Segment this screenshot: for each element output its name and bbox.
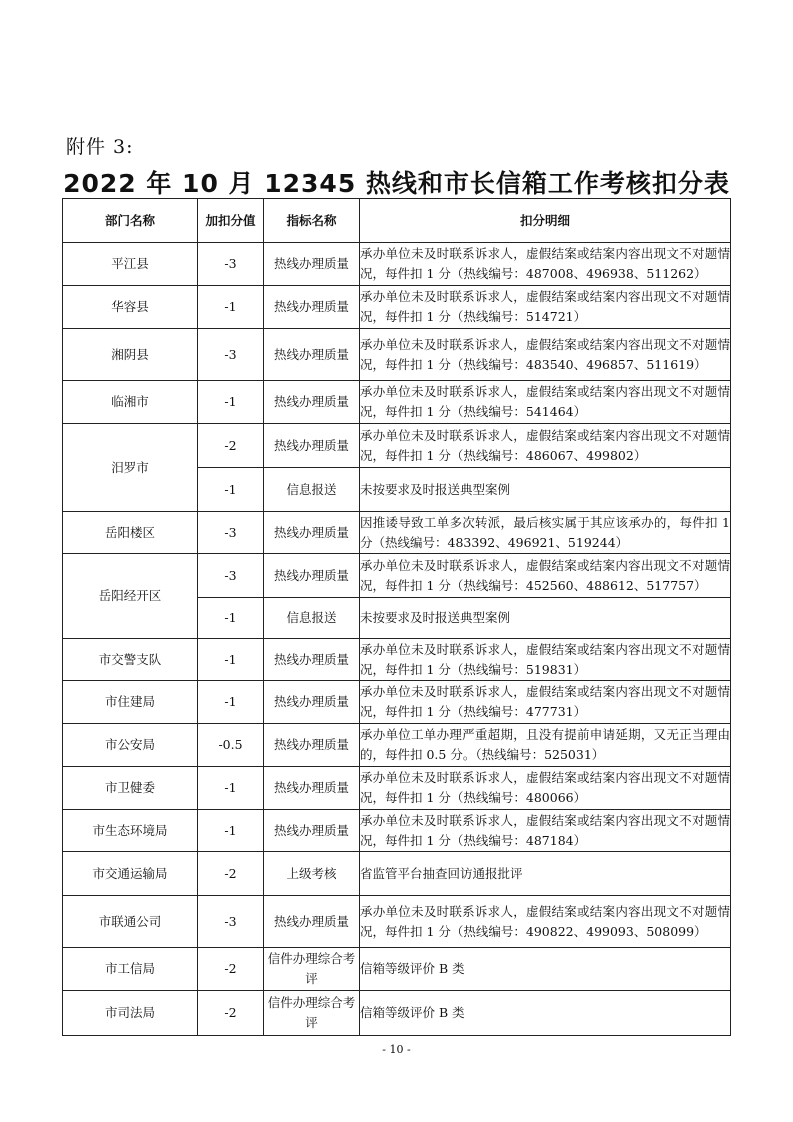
indicator-cell: 信息报送 (264, 468, 360, 512)
indicator-cell: 信息报送 (264, 598, 360, 639)
score-cell: -2 (198, 991, 264, 1036)
document-title: 2022 年 10 月 12345 热线和市长信箱工作考核扣分表 (63, 169, 730, 198)
score-cell: -1 (198, 468, 264, 512)
table-row (63, 424, 731, 468)
detail-cell: 承办单位未及时联系诉求人，虚假结案或结案内容出现文不对题情况，每件扣 1 分（热线编号：486067、499802） (360, 424, 731, 468)
detail-cell: 承办单位工单办理严重超期，且没有提前申请延期，又无正当理由的，每件扣 0.5 分。（热线编号：525031） (360, 724, 731, 767)
indicator-cell: 热线办理质量 (264, 424, 360, 468)
indicator-cell: 热线办理质量 (264, 329, 360, 381)
detail-cell: 承办单位未及时联系诉求人，虚假结案或结案内容出现文不对题情况，每件扣 1 分（热线编号：487184） (360, 810, 731, 852)
indicator-cell: 信件办理综合考评 (264, 991, 360, 1036)
dept-cell: 平江县 (63, 243, 198, 286)
table-row (63, 243, 731, 286)
table-row (63, 381, 731, 424)
detail-cell: 信箱等级评价 B 类 (360, 948, 731, 991)
score-cell: -1 (198, 681, 264, 724)
dept-cell: 岳阳楼区 (63, 512, 198, 554)
table-row (63, 639, 731, 681)
indicator-cell: 热线办理质量 (264, 681, 360, 724)
score-cell: -0.5 (198, 724, 264, 767)
score-cell: -2 (198, 852, 264, 896)
table-row (63, 896, 731, 948)
indicator-cell: 热线办理质量 (264, 381, 360, 424)
dept-cell: 市住建局 (63, 681, 198, 724)
indicator-cell: 热线办理质量 (264, 512, 360, 554)
page-number: - 10 - (382, 1043, 411, 1056)
dept-cell: 汨罗市 (63, 424, 198, 512)
attachment-label: 附件 3: (66, 136, 134, 158)
detail-cell: 未按要求及时报送典型案例 (360, 598, 731, 639)
detail-cell: 承办单位未及时联系诉求人，虚假结案或结案内容出现文不对题情况，每件扣 1 分（热线编号：514721） (360, 286, 731, 329)
score-cell: -3 (198, 329, 264, 381)
table-row (63, 767, 731, 810)
detail-cell: 承办单位未及时联系诉求人，虚假结案或结案内容出现文不对题情况，每件扣 1 分（热线编号：480066） (360, 767, 731, 810)
table-row (63, 724, 731, 767)
dept-cell: 市卫健委 (63, 767, 198, 810)
table-row (63, 681, 731, 724)
score-cell: -3 (198, 512, 264, 554)
indicator-cell: 热线办理质量 (264, 767, 360, 810)
dept-cell: 市交通运输局 (63, 852, 198, 896)
detail-cell: 信箱等级评价 B 类 (360, 991, 731, 1036)
score-cell: -1 (198, 598, 264, 639)
dept-cell: 市公安局 (63, 724, 198, 767)
header-department: 部门名称 (63, 199, 198, 243)
score-cell: -1 (198, 767, 264, 810)
indicator-cell: 热线办理质量 (264, 810, 360, 852)
indicator-cell: 热线办理质量 (264, 639, 360, 681)
table-row (63, 286, 731, 329)
table-row (63, 948, 731, 991)
score-cell: -3 (198, 896, 264, 948)
dept-cell: 华容县 (63, 286, 198, 329)
header-detail: 扣分明细 (360, 199, 731, 243)
table-row (63, 554, 731, 598)
dept-cell: 临湘市 (63, 381, 198, 424)
dept-cell: 市工信局 (63, 948, 198, 991)
dept-cell: 湘阴县 (63, 329, 198, 381)
table-row (63, 852, 731, 896)
detail-cell: 因推诿导致工单多次转派，最后核实属于其应该承办的，每件扣 1 分（热线编号：483392、496921、519244） (360, 512, 731, 554)
table-header-row (63, 199, 731, 243)
detail-cell: 承办单位未及时联系诉求人，虚假结案或结案内容出现文不对题情况，每件扣 1 分（热线编号：487008、496938、511262） (360, 243, 731, 286)
indicator-cell: 热线办理质量 (264, 724, 360, 767)
score-cell: -2 (198, 424, 264, 468)
detail-cell: 承办单位未及时联系诉求人，虚假结案或结案内容出现文不对题情况，每件扣 1 分（热线编号：483540、496857、511619） (360, 329, 731, 381)
dept-cell: 市生态环境局 (63, 810, 198, 852)
detail-cell: 承办单位未及时联系诉求人，虚假结案或结案内容出现文不对题情况，每件扣 1 分（热线编号：452560、488612、517757） (360, 554, 731, 598)
header-indicator: 指标名称 (264, 199, 360, 243)
score-cell: -1 (198, 381, 264, 424)
dept-cell: 岳阳经开区 (63, 554, 198, 639)
table-row (63, 329, 731, 381)
table-row (63, 512, 731, 554)
detail-cell: 承办单位未及时联系诉求人，虚假结案或结案内容出现文不对题情况，每件扣 1 分（热线编号：490822、499093、508099） (360, 896, 731, 948)
indicator-cell: 热线办理质量 (264, 554, 360, 598)
dept-cell: 市交警支队 (63, 639, 198, 681)
indicator-cell: 信件办理综合考评 (264, 948, 360, 991)
indicator-cell: 热线办理质量 (264, 286, 360, 329)
score-cell: -1 (198, 286, 264, 329)
indicator-cell: 热线办理质量 (264, 896, 360, 948)
dept-cell: 市联通公司 (63, 896, 198, 948)
score-cell: -3 (198, 243, 264, 286)
indicator-cell: 上级考核 (264, 852, 360, 896)
detail-cell: 未按要求及时报送典型案例 (360, 468, 731, 512)
score-cell: -1 (198, 639, 264, 681)
detail-cell: 承办单位未及时联系诉求人，虚假结案或结案内容出现文不对题情况，每件扣 1 分（热线编号：519831） (360, 639, 731, 681)
detail-cell: 承办单位未及时联系诉求人，虚假结案或结案内容出现文不对题情况，每件扣 1 分（热线编号：477731） (360, 681, 731, 724)
table-row (63, 810, 731, 852)
score-cell: -1 (198, 810, 264, 852)
dept-cell: 市司法局 (63, 991, 198, 1036)
header-score: 加扣分值 (198, 199, 264, 243)
score-cell: -3 (198, 554, 264, 598)
score-cell: -2 (198, 948, 264, 991)
table-row (63, 991, 731, 1036)
detail-cell: 承办单位未及时联系诉求人，虚假结案或结案内容出现文不对题情况，每件扣 1 分（热线编号：541464） (360, 381, 731, 424)
indicator-cell: 热线办理质量 (264, 243, 360, 286)
deduction-table (62, 198, 731, 1036)
detail-cell: 省监管平台抽查回访通报批评 (360, 852, 731, 896)
